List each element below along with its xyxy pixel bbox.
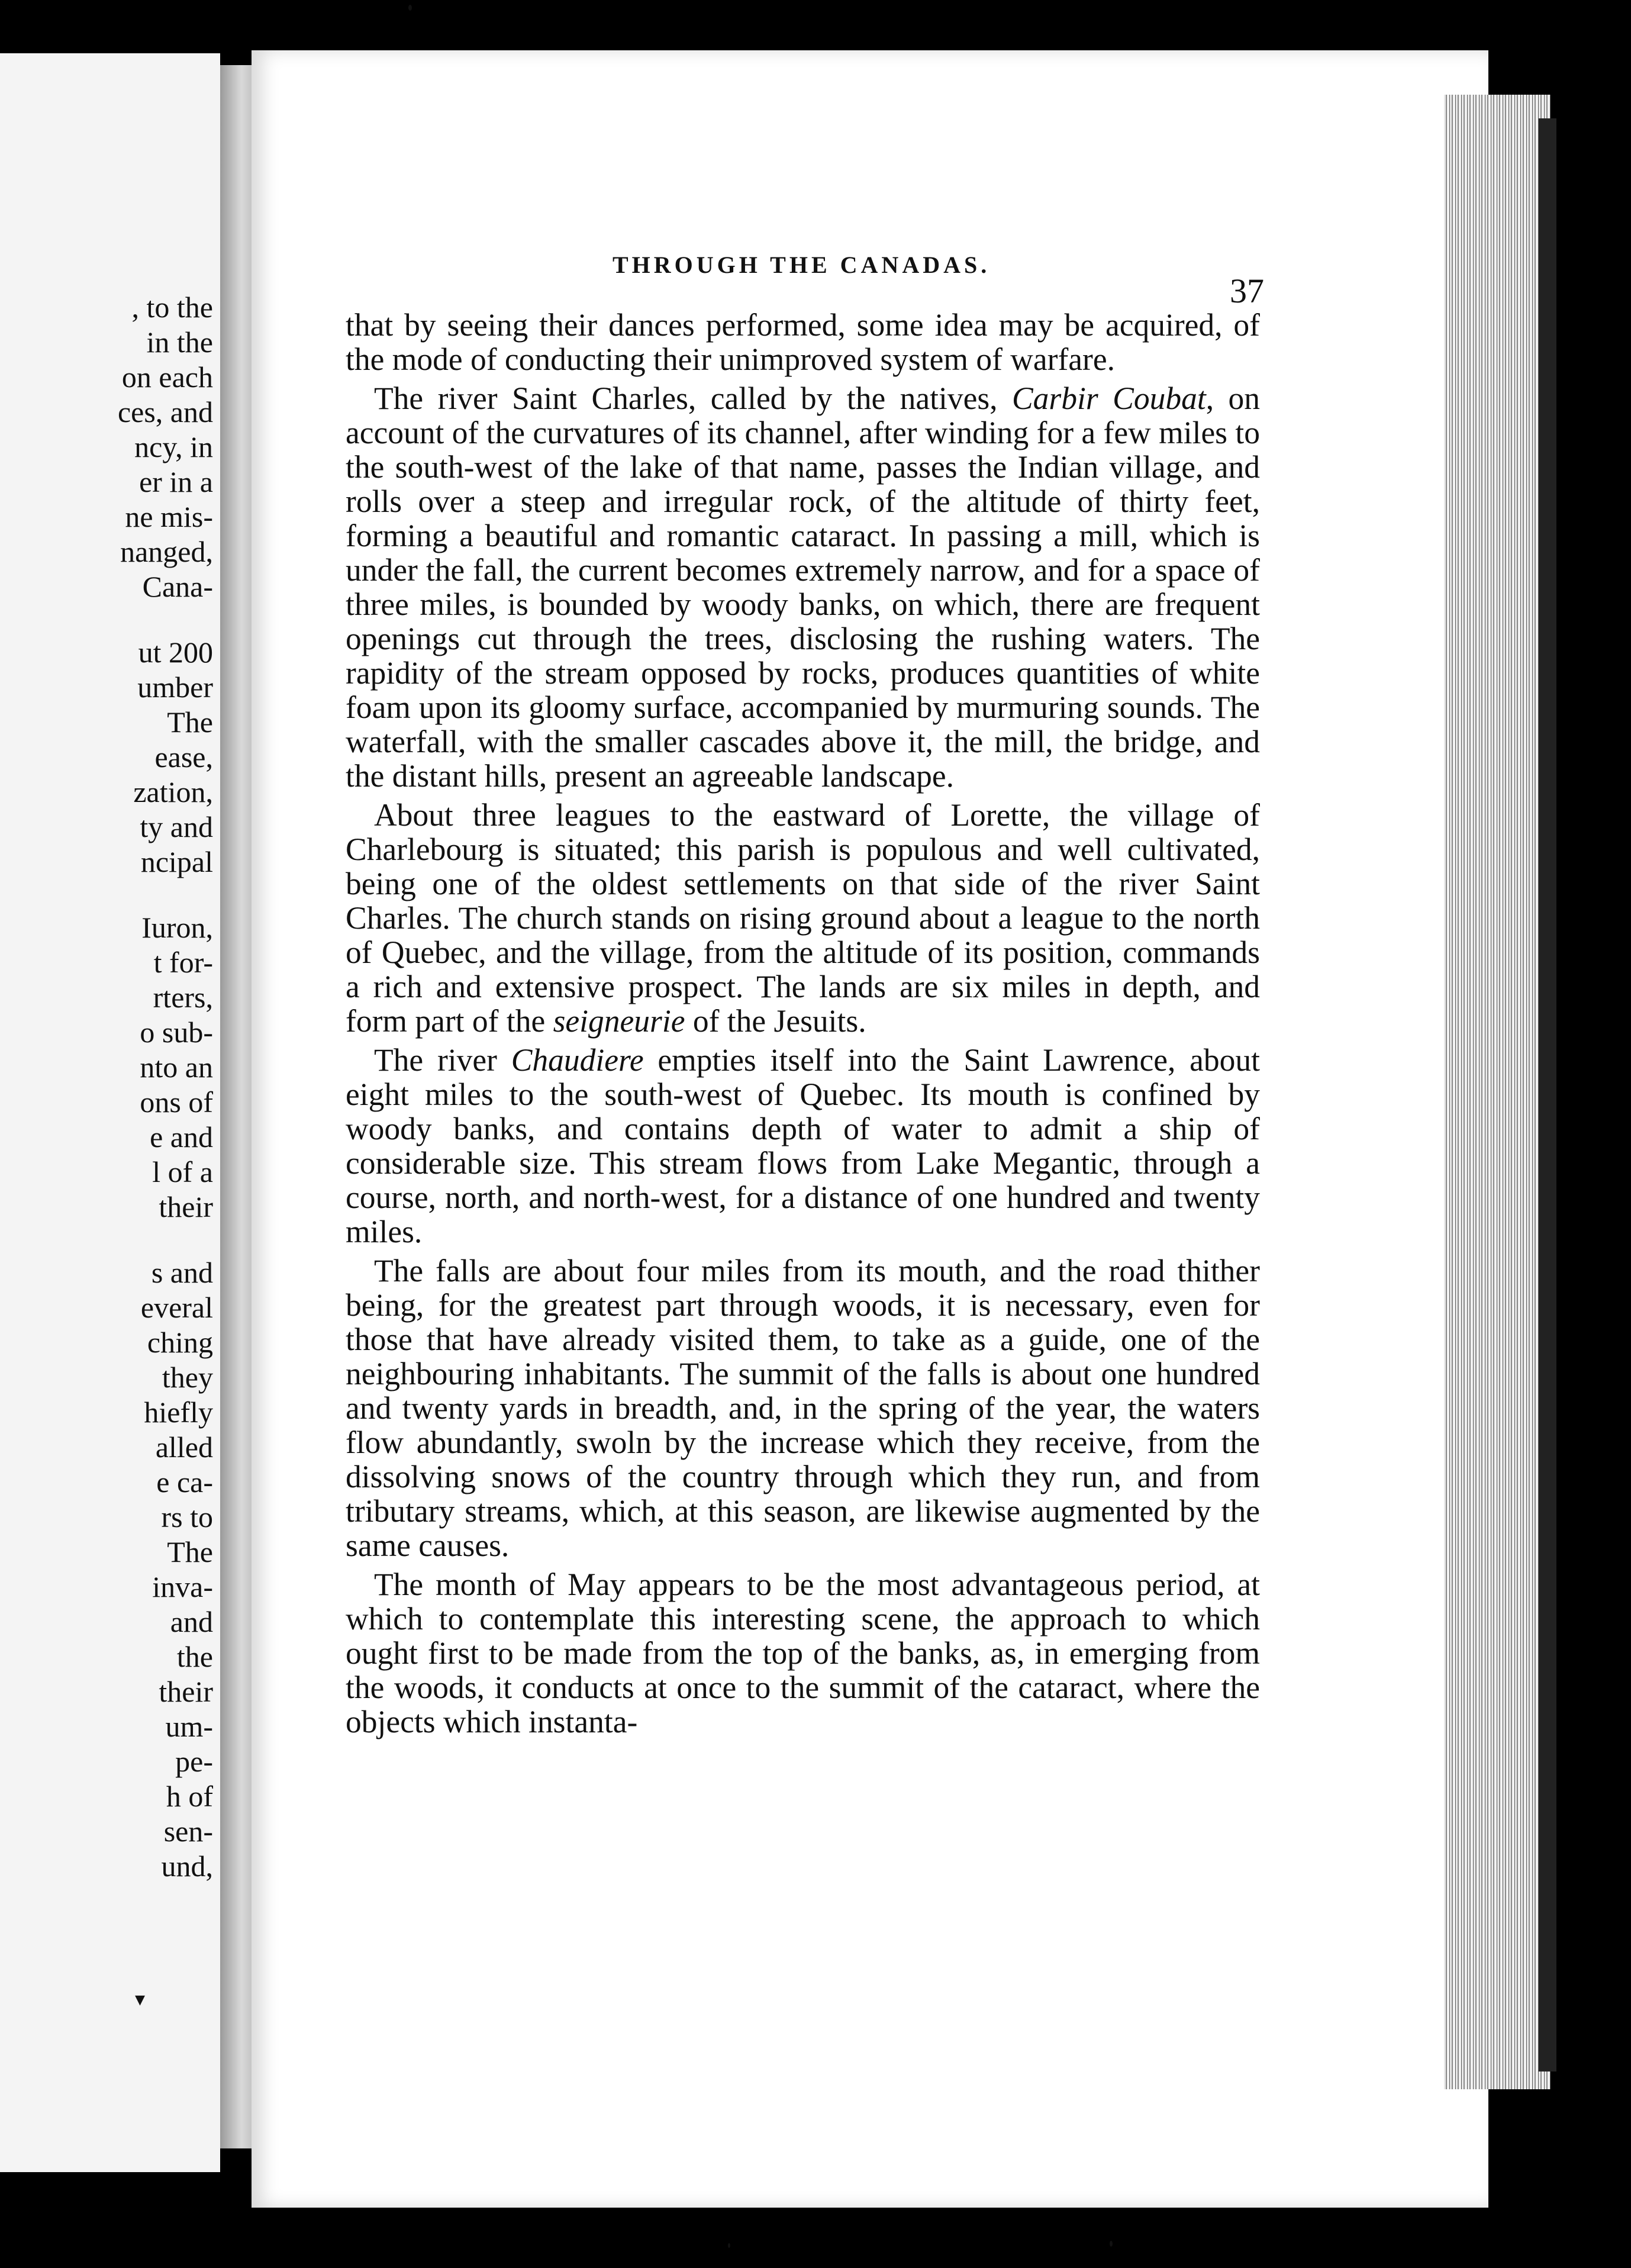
ink-speck: ▾: [135, 1989, 146, 2011]
paragraph: [346, 308, 1260, 376]
facing-page-line: hiefly: [144, 1396, 213, 1429]
facing-page-line: their: [159, 1675, 213, 1708]
facing-page-line: their: [159, 1190, 213, 1223]
ink-speck: [1110, 2241, 1113, 2247]
facing-page-line: er in a: [139, 465, 213, 498]
facing-page-line: everal: [140, 1291, 213, 1324]
facing-page-line: on each: [121, 360, 213, 394]
italic-term: Carbir Coubat: [1012, 381, 1206, 416]
page-fore-edge: [1444, 95, 1551, 2089]
facing-page-line: ons of: [140, 1085, 213, 1119]
paragraph-text: empties itself into the Saint Lawrence, about eight miles to the south-west of Quebec. Its mouth is confined by woody banks, and contains depth of water to admit a ship of considerable size. This stream flows from Lake Megantic, through a course, north, and north-west, for a distance of one hundred and twenty miles.: [346, 1042, 1260, 1249]
facing-page-line: they: [162, 1361, 213, 1394]
facing-page-line: pe-: [175, 1745, 213, 1778]
facing-page-line: [0, 604, 213, 635]
facing-page-line: o sub-: [140, 1016, 213, 1049]
facing-page-line: zation,: [133, 775, 213, 808]
paragraph-text: The river: [374, 1042, 511, 1078]
facing-page-text: [0, 290, 213, 1884]
facing-page-line: rs to: [161, 1500, 213, 1534]
facing-page-line: t for-: [153, 946, 213, 979]
paragraph-text: About three leagues to the eastward of Lorette, the village of Charlebourg is situated; this parish is populous and well cultivated, being one of the oldest settlements on that side of the river Saint Charles. The church stands on rising ground about a league to the north of Quebec, and the village, from the altitude of its position, commands a rich and extensive prospect. The lands are six miles in depth, and form part of the: [346, 797, 1260, 1039]
paragraph-text: of the Jesuits.: [685, 1003, 866, 1039]
paragraph: [346, 798, 1260, 1038]
facing-page-line: The: [167, 1535, 213, 1568]
facing-page-line: nto an: [140, 1051, 213, 1084]
page-number: 37: [1230, 272, 1264, 310]
facing-page-line: and: [170, 1605, 213, 1638]
ink-speck: [408, 5, 412, 11]
facing-page: [0, 53, 220, 2172]
facing-page-line: [0, 1225, 213, 1255]
facing-page-line: umber: [137, 671, 213, 704]
facing-page-line: ease,: [154, 740, 213, 774]
facing-page-line: in the: [146, 326, 213, 359]
facing-page-line: Cana-: [142, 570, 213, 603]
paragraph-text: The month of May appears to be the most advantageous period, at which to contemplate this interesting scene, the approach to which ought first to be made from the top of the banks, as, in emerging from the woods, it conducts at once to the summit of the cataract, where the objects which instanta-: [346, 1567, 1260, 1739]
page-edge-shadow: [1539, 118, 1556, 2072]
italic-term: Chaudiere: [511, 1042, 644, 1078]
paragraph-text: , on account of the curvatures of its channel, after winding for a few miles to the south-west of the lake of that name, passes the Indian village, and rolls over a steep and irregular rock, of the altitude of thirty feet, forming a beautiful and romantic cataract. In passing a mill, which is under the fall, the current becomes extremely narrow, and for a space of three miles, is bounded by woody banks, on which, there are frequent openings cut through the trees, disclosing the rushing waters. The rapidity of the stream opposed by rocks, produces quantities of white foam upon its gloomy surface, accompanied by murmuring sounds. The waterfall, with the smaller cascades above it, the mill, the bridge, and the distant hills, present an agreeable landscape.: [346, 381, 1261, 794]
facing-page-line: The: [167, 705, 213, 739]
paragraph: [346, 1567, 1260, 1739]
facing-page-line: ut 200: [138, 636, 213, 669]
paragraph-text: The falls are about four miles from its mouth, and the road thither being, for the greatest part through woods, it is necessary, even for those that have already visited them, to take as a guide, one of the neighbouring inhabitants. The summit of the falls is about one hundred and twenty yards in breadth, and, in the spring of the year, the waters flow abundantly, swoln by the increase which they receive, from the dissolving snows of the country through which they run, and from tributary streams, which, at this season, are likewise augmented by the same causes.: [346, 1253, 1260, 1563]
paragraph-text: that by seeing their dances performed, some idea may be acquired, of the mode of conducting their unimproved system of warfare.: [346, 307, 1260, 377]
paragraph: [346, 1254, 1260, 1563]
facing-page-line: alled: [155, 1431, 213, 1464]
facing-page-line: l of a: [152, 1155, 213, 1188]
paragraph: [346, 381, 1260, 793]
paragraph-text: The river Saint Charles, called by the natives,: [374, 381, 1012, 416]
facing-page-line: ne mis-: [125, 500, 213, 533]
facing-page-line: rters,: [153, 981, 213, 1014]
facing-page-line: inva-: [152, 1570, 213, 1603]
facing-page-line: ncipal: [140, 845, 213, 878]
facing-page-line: the: [176, 1640, 213, 1673]
italic-term: seigneurie: [553, 1003, 685, 1039]
facing-page-line: nanged,: [120, 535, 213, 568]
page-body-text: [346, 308, 1260, 1739]
facing-page-line: ching: [147, 1326, 213, 1359]
running-head: THROUGH THE CANADAS.: [613, 252, 991, 278]
facing-page-line: ncy, in: [134, 430, 213, 463]
facing-page-line: e and: [150, 1120, 213, 1154]
facing-page-line: s and: [151, 1256, 213, 1289]
gutter-shadow: [220, 65, 256, 2148]
facing-page-line: ces, and: [117, 395, 213, 429]
facing-page-line: h of: [166, 1780, 213, 1813]
facing-page-line: sen-: [163, 1815, 213, 1848]
facing-page-line: um-: [165, 1710, 213, 1743]
facing-page-line: e ca-: [156, 1465, 213, 1499]
facing-page-line: , to the: [131, 291, 213, 324]
ink-speck: [728, 2243, 730, 2248]
facing-page-line: Iuron,: [141, 911, 213, 944]
facing-page-line: [0, 880, 213, 910]
facing-page-line: ty and: [140, 810, 213, 843]
paragraph: [346, 1043, 1260, 1249]
facing-page-line: und,: [161, 1850, 213, 1883]
